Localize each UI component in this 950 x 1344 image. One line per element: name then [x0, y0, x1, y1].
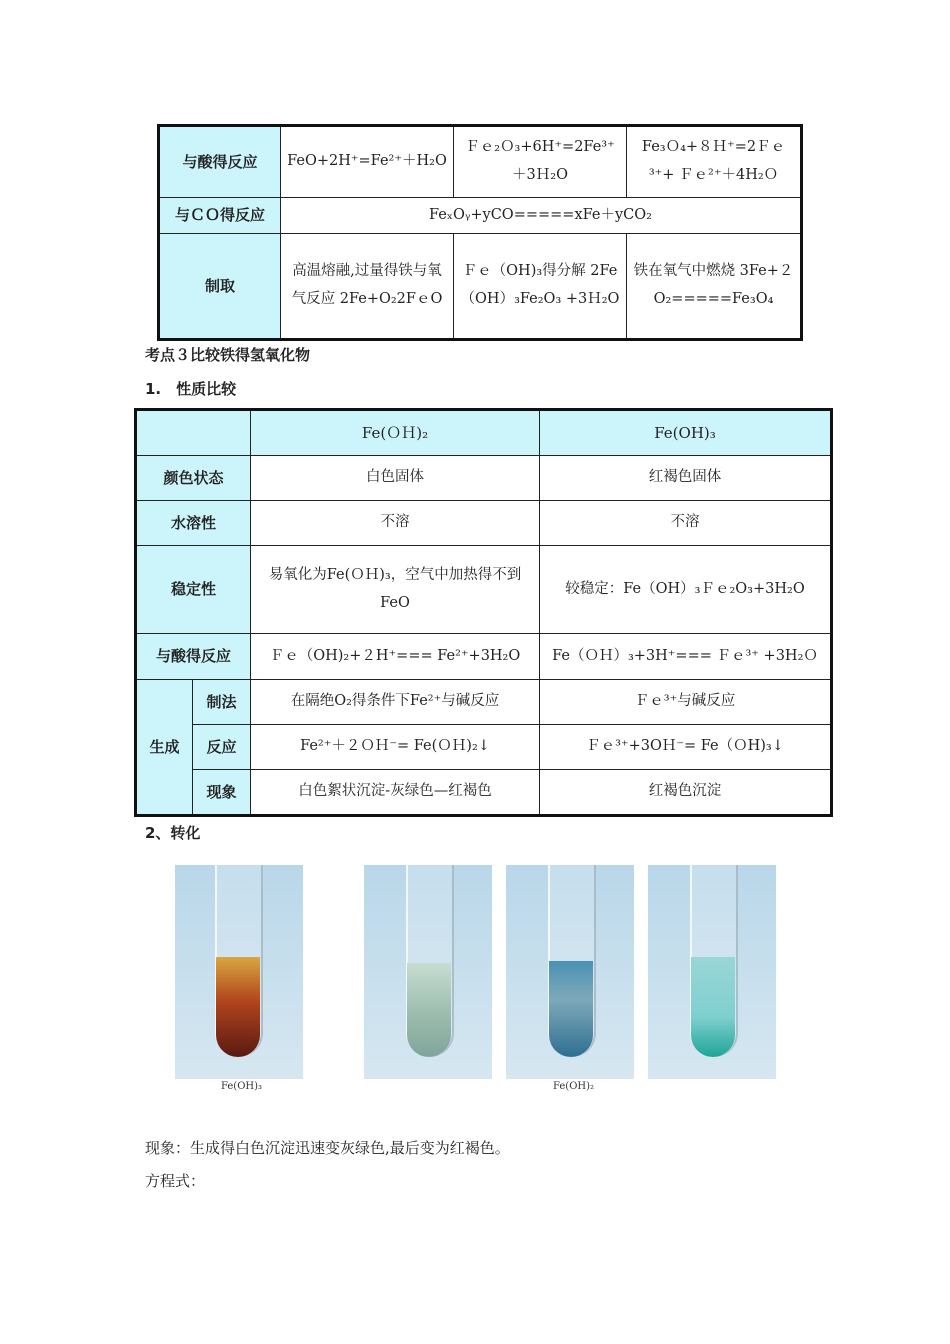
- feoh3-phenomenon: 红褐色沉淀: [540, 770, 832, 816]
- row-label-phenomenon: 现象: [193, 770, 251, 816]
- feoh2-color-state: 白色固体: [251, 456, 540, 501]
- row-label-stability: 稳定性: [136, 546, 251, 634]
- phenomenon-text: 现象：生成得白色沉淀迅速变灰绿色,最后变为红褐色。: [145, 1139, 510, 1157]
- header-empty-cell: [136, 410, 251, 456]
- header-feoh2: Fe(ＯＨ)₂: [251, 410, 540, 456]
- row-group-label-formation: 生成: [136, 680, 193, 816]
- feoh3-acid-reaction: Fe（ＯＨ）₃+3H⁺=== Ｆｅ³⁺ +3H₂Ｏ: [540, 634, 832, 680]
- fe3o4-acid-cell: Fe₃Ｏ₄+８Ｈ⁺=2Ｆｅ³⁺+ Ｆｅ²⁺＋4H₂Ｏ: [627, 126, 802, 198]
- feoh2-acid-reaction: Ｆｅ（OH)₂+２H⁺=== Fe²⁺+3H₂O: [251, 634, 540, 680]
- tube-photo-feoh3: [175, 865, 303, 1079]
- feoh2-stability: 易氧化为Fe(ＯＨ)₃，空气中加热得不到FeO: [251, 546, 540, 634]
- fe3o4-preparation-cell: 铁在氧气中燃烧 3Fe+２O₂=====Fe₃O₄: [627, 234, 802, 340]
- hydroxide-comparison-table: [134, 408, 833, 817]
- equation-label: 方程式：: [145, 1172, 206, 1190]
- co-reaction-cell: FeₓOᵧ+yCO=====xFe＋yCO₂: [281, 198, 802, 234]
- row-label-reaction: 反应: [193, 725, 251, 770]
- row-label-color-state: 颜色状态: [136, 456, 251, 501]
- section-title: 考点３比较铁得氢氧化物: [145, 346, 311, 364]
- feoh2-reaction: Fe²⁺＋２ＯＨ⁻= Fe(ＯＨ)₂↓: [251, 725, 540, 770]
- feoh3-stability: 较稳定：Fe（OH）₃Ｆｅ₂O₃+3H₂O: [540, 546, 832, 634]
- fe2o3-preparation-cell: Ｆｅ（OH)₃得分解 2Fe（OH）₃Fe₂O₃ +3Ｈ₂O: [454, 234, 627, 340]
- tube-photo-stage-3: [648, 865, 776, 1079]
- row-label-preparation: 制取: [159, 234, 281, 340]
- row-label-method: 制法: [193, 680, 251, 725]
- feoh2-phenomenon: 白色絮状沉淀-灰绿色—红褐色: [251, 770, 540, 816]
- subsection-conversion: 2、转化: [145, 824, 201, 842]
- feoh3-color-state: 红褐色固体: [540, 456, 832, 501]
- feoh3-reaction: Ｆｅ³⁺+3OＨ⁻= Fe（ＯH)₃↓: [540, 725, 832, 770]
- subsection-property-comparison: 1. 性质比较: [145, 380, 237, 398]
- row-label-solubility: 水溶性: [136, 501, 251, 546]
- header-feoh3: Fe(OH)₃: [540, 410, 832, 456]
- caption-feoh3: Fe(OH)₃: [221, 1081, 263, 1092]
- feo-preparation-cell: 高温熔融,过量得铁与氧气反应 2Fe+O₂2FｅO: [281, 234, 454, 340]
- feoh2-method: 在隔绝O₂得条件下Fe²⁺与碱反应: [251, 680, 540, 725]
- feo-acid-cell: FeO+2H⁺=Fe²⁺＋H₂O: [281, 126, 454, 198]
- tube-photo-stage-2: [506, 865, 634, 1079]
- fe2o3-acid-cell: Ｆｅ₂Ｏ₃+6H⁺=2Fe³⁺＋3Ｈ₂O: [454, 126, 627, 198]
- tube-photo-stage-1: [364, 865, 492, 1079]
- row-label-co-reaction: 与ＣＯ得反应: [159, 198, 281, 234]
- row-label-acid-reaction: 与酸得反应: [159, 126, 281, 198]
- feoh3-method: Ｆｅ³⁺与碱反应: [540, 680, 832, 725]
- row-label-acid-reaction-2: 与酸得反应: [136, 634, 251, 680]
- feoh3-solubility: 不溶: [540, 501, 832, 546]
- iron-oxide-table: [157, 124, 803, 341]
- caption-feoh2: Fe(OH)₂: [553, 1081, 595, 1092]
- feoh2-solubility: 不溶: [251, 501, 540, 546]
